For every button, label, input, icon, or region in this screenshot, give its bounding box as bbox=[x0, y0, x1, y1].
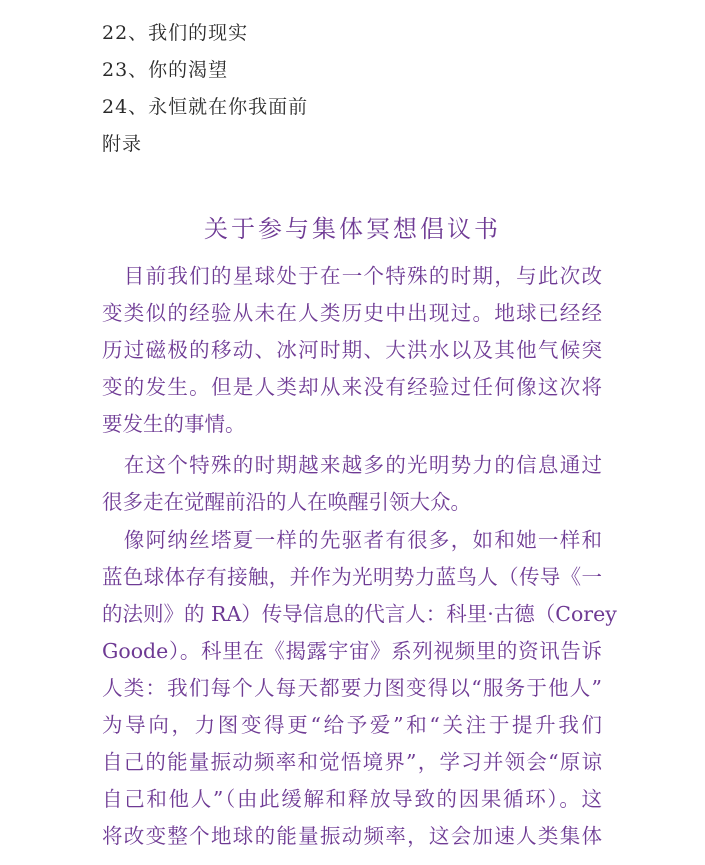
body-line: 的法则》的 RA）传导信息的代言人：科里·古德（Corey bbox=[102, 602, 617, 626]
body-line: 人类：我们每个人每天都要力图变得以“服务于他人” bbox=[102, 676, 602, 700]
body-line: 为导向，力图变得更“给予爱”和“关注于提升我们 bbox=[102, 713, 602, 737]
body-line: Goode）。科里在《揭露宇宙》系列视频里的资讯告诉 bbox=[102, 639, 602, 663]
body-line: 很多走在觉醒前沿的人在唤醒引领大众。 bbox=[102, 490, 471, 514]
section-title: 关于参与集体冥想倡议书 bbox=[204, 215, 501, 243]
toc-item-23: 23、你的渴望 bbox=[102, 59, 229, 81]
toc-item-22: 22、我们的现实 bbox=[102, 22, 249, 44]
body-line: 变类似的经验从未在人类历史中出现过。地球已经经 bbox=[102, 301, 602, 325]
body-line: 历过磁极的移动、冰河时期、大洪水以及其他气候突 bbox=[102, 338, 602, 362]
toc-item-24: 24、永恒就在你我面前 bbox=[102, 96, 309, 118]
body-line: 将改变整个地球的能量振动频率，这会加速人类集体 bbox=[102, 824, 602, 848]
body-line: 自己的能量振动频率和觉悟境界”，学习并领会“原谅 bbox=[102, 750, 602, 774]
body-line: 在这个特殊的时期越来越多的光明势力的信息通过 bbox=[102, 453, 602, 477]
body-line: 自己和他人”（由此缓解和释放导致的因果循环）。这 bbox=[102, 787, 602, 811]
body-line: 像阿纳丝塔夏一样的先驱者有很多，如和她一样和 bbox=[102, 528, 602, 552]
toc-item-appendix: 附录 bbox=[102, 133, 143, 155]
body-line: 目前我们的星球处于在一个特殊的时期，与此次改 bbox=[102, 264, 602, 288]
body-line: 蓝色球体存有接触，并作为光明势力蓝鸟人（传导《一 bbox=[102, 565, 602, 589]
body-line: 变的发生。但是人类却从来没有经验过任何像这次将 bbox=[102, 375, 602, 399]
body-line: 要发生的事情。 bbox=[102, 412, 246, 436]
